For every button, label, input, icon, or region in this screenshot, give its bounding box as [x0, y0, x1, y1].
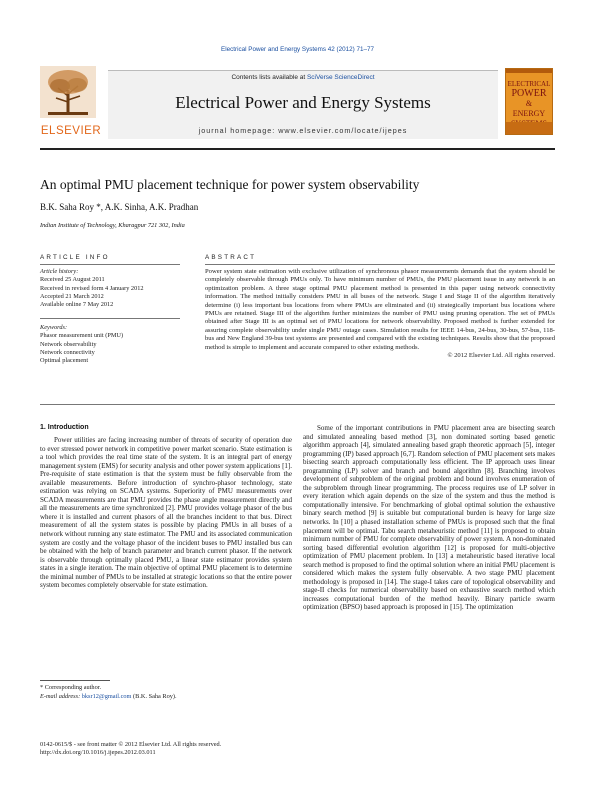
journal-masthead	[108, 70, 498, 139]
cover-title-amp: &	[525, 99, 533, 108]
author-email-link[interactable]: bksr12@gmail.com	[81, 693, 132, 700]
sciencedirect-link[interactable]: SciVerse ScienceDirect	[306, 74, 375, 81]
history-label: Article history:	[40, 268, 79, 275]
history-item: Received 25 August 2011	[40, 276, 105, 284]
abstract-bottom-rule	[40, 404, 555, 405]
email-suffix: (B.K. Saha Roy).	[131, 693, 177, 700]
history-item: Accepted 21 March 2012	[40, 292, 104, 300]
journal-reference: Electrical Power and Energy Systems 42 (2012) 71–77	[221, 46, 374, 53]
abstract-heading: ABSTRACT	[205, 254, 257, 261]
abstract-copyright: © 2012 Elsevier Ltd. All rights reserved.	[447, 352, 555, 360]
history-item: Available online 7 May 2012	[40, 301, 114, 309]
body-column-left	[40, 436, 292, 590]
contents-line	[108, 74, 498, 81]
cover-title-line-1: ELECTRICAL	[507, 80, 551, 88]
doi-link[interactable]: http://dx.doi.org/10.1016/j.ijepes.2012.03.011	[40, 749, 156, 756]
footnote-corresponding: * Corresponding author.	[40, 684, 102, 691]
keywords-rule	[40, 318, 180, 319]
abstract-body	[205, 268, 555, 360]
article-info-rule	[40, 264, 180, 265]
journal-homepage[interactable]: journal homepage: www.elsevier.com/locate/ijepes	[198, 126, 408, 135]
journal-cover-thumbnail	[505, 68, 553, 135]
article-history	[40, 268, 180, 309]
cover-bottom-stripe	[506, 122, 552, 134]
email-label: E-mail address:	[40, 693, 82, 700]
history-item: Received in revised form 4 January 2012	[40, 284, 144, 292]
keyword-item: Network observability	[40, 340, 97, 348]
journal-title: Electrical Power and Energy Systems	[175, 93, 431, 112]
body-paragraph: Power utilities are facing increasing number of threats of security of operation due to ever stressed power network in competitive power market scenario. State estimation is a tool which provides the real time state of the system. It is an integral part of energy management system (EMS) for security analysis and other power system applications [1]. Pre-requisite of state estimation is that the system must be fully observable from the available measurements. Before introduction of synchro-phasor technology, state estimation was relying on SCADA systems. Superiority of PMU measurements over SCADA measurements are that PMU provides the phase angle measurement directly and all the measurements are time synchronized [2]. PMU provides voltage phasor of the bus where it is installed and current phasors of all the branches incident to that bus. Direct measurement of all the system states is possible by placing PMUs in all buses of a network without running any state estimator. The PMU and its associated communication system are costly and the voltage phasor of the incident buses to PMU installed bus can be obtained with the help of branch parameter and branch current phasor. If the network is observable through optimally placed PMU, a linear state estimator provides system states in a single iteration. The main objective of optimal PMU placement is to determine the minimal number of PMUs to be installed at strategic locations so that the entire power system becomes completely observable for state estimation.	[40, 436, 292, 590]
elsevier-tree-icon	[40, 66, 96, 118]
article-title: An optimal PMU placement technique for power system observability	[40, 177, 420, 192]
keywords-label: Keywords:	[40, 324, 68, 331]
elsevier-wordmark: ELSEVIER	[40, 125, 102, 137]
contents-prefix: Contents lists available at	[231, 74, 307, 81]
cover-title-line-2: POWER	[511, 88, 547, 99]
cover-top-band	[506, 69, 552, 73]
article-affiliation: Indian Institute of Technology, Kharagpur 721 302, India	[40, 222, 185, 229]
body-paragraph: Some of the important contributions in PMU placement area are bisecting search and simulated annealing based method [3], non dominated sorting based genetic algorithm approach [4], simulated annealing based graph theoretic approach [5], integer programming (IP) based approach [6,7]. Random selection of PMU placement sets makes bisecting search approach computationally less efficient. The IP approach uses linear programming (LP) solver and branch and bound algorithm [8]. Branching involves development of subproblem of the original problem and bound involves enumeration of the subproblem through linear programming. The process requires use of LP solver in every iteration which again depends on the size of the system and thus the method is computationally intensive. For benchmarking of global optimal solution the exhaustive binary search method [9] is suitable but computational burden is heavy for large size networks. In [10] a phased installation scheme of PMUs is proposed such that the final placement will be optimal. Tabu search metaheuristic method [11] is proposed to obtain minimum number of PMU for complete observability of power system. A non-dominated sorting based differential evolution algorithm [12] is proposed for multi-objective optimization of PMU placement problem. In [13] a metaheuristic based iterative local search method is proposed to find the optimal solution where an initial PMU placement is considered which makes the system fully observable. A two stage PMU placement methodology is proposed in [14]. The stage-I takes care of topological observability and stage-II checks for numerical observability based on exhaustive search method which increases computational burden of the method heavily. Binary particle swarm optimization (BPSO) based approach is proposed in [15]. The optimization	[303, 424, 555, 612]
footnote-email	[40, 693, 177, 701]
cover-title-line-3: ENERGY	[512, 109, 546, 118]
body-column-right	[303, 424, 555, 612]
keywords-block	[40, 324, 180, 365]
section-heading-introduction: 1. Introduction	[40, 424, 89, 431]
article-info-heading: ARTICLE INFO	[40, 254, 110, 261]
keyword-item: Network connectivity	[40, 348, 95, 356]
keyword-item: Phasor measurement unit (PMU)	[40, 332, 124, 340]
abstract-text: Power system state estimation with exclusive utilization of synchronous phasor measurements demands that the system should be completely observable through PMUs only. To have minimum number of PMUs, the PMU placement issue in any network is an optimization problem. A three stage optimal PMU placement method is presented in this paper using network connectivity information. The method initially considers PMU in all buses of the network. Stage I and Stage II of the algorithm iteratively determine (i) less important bus locations from where PMUs are eliminated and (ii) strategically important bus locations where PMUs are retained. Stage III of the algorithm further minimizes the number of PMU using pruning operation. The set of PMUs obtained after Stage III is an optimal set of PMU locations for network observability. Proposed method is further extended for assuring complete observability under single PMU outage cases. Simulation results for IEEE 14-bus, 24-bus, 30-bus, 57-bus, 118-bus and New England 39-bus test systems are presented and compared with the existing techniques. Results show that the proposed method is simple to implement and accurate compared to other existing methods.	[205, 268, 555, 351]
keyword-item: Optimal placement	[40, 357, 89, 365]
article-authors: B.K. Saha Roy *, A.K. Sinha, A.K. Pradhan	[40, 202, 199, 212]
issn-line: 0142-0615/$ - see front matter © 2012 Elsevier Ltd. All rights reserved.	[40, 741, 222, 748]
elsevier-logo	[40, 66, 102, 136]
footnote-rule	[40, 680, 110, 681]
header-rule	[40, 148, 555, 150]
abstract-rule	[205, 264, 555, 265]
